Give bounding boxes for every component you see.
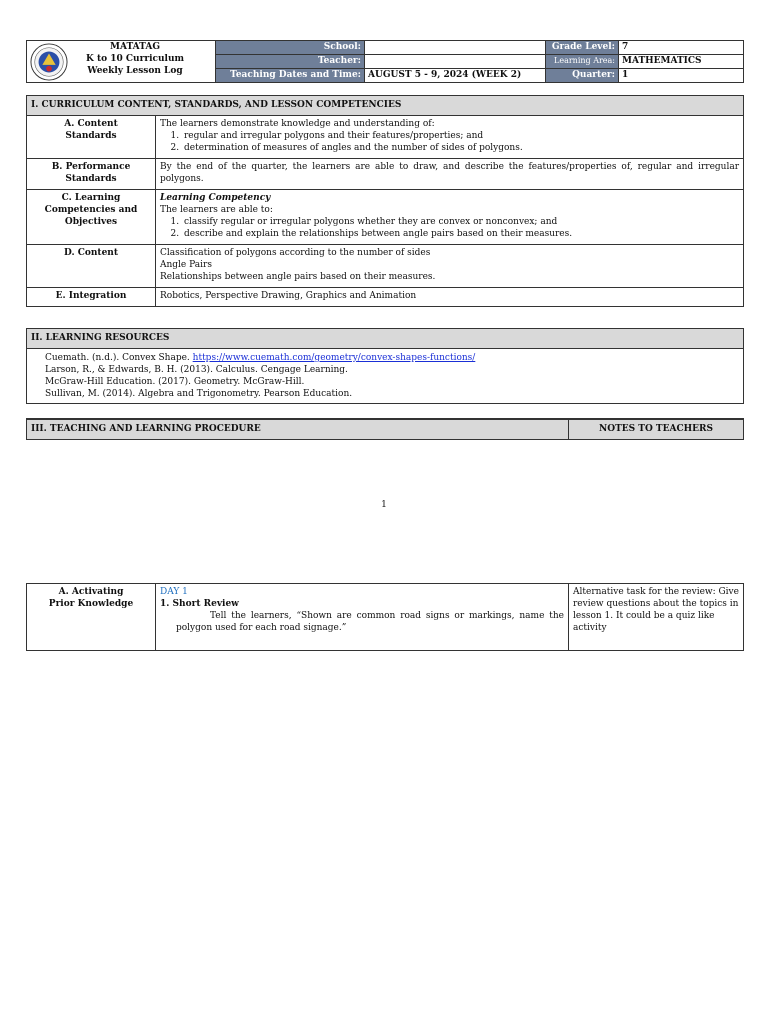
section-title-resources: II. LEARNING RESOURCES xyxy=(27,329,744,349)
list-item: 1. regular and irregular polygons and their features/properties; and xyxy=(182,130,739,142)
label-text: A. Activating Prior Knowledge xyxy=(48,587,134,609)
content-cell xyxy=(156,245,744,288)
integration-cell: Robotics, Perspective Drawing, Graphics and Animation xyxy=(156,288,744,307)
teacher-label: Teacher: xyxy=(216,55,365,69)
title-curriculum: K to 10 Curriculum xyxy=(85,54,185,64)
reference-text: Cuemath. (n.d.). Convex Shape. xyxy=(45,353,193,363)
performance-standards-cell: By the end of the quarter, the learners are able to draw, and describe the features/properties of, regular and irregular polygons. xyxy=(156,159,744,190)
teaching-dates-label: Teaching Dates and Time: xyxy=(216,69,365,83)
deped-seal-icon xyxy=(30,43,68,81)
teaching-dates-value[interactable]: AUGUST 5 - 9, 2024 (WEEK 2) xyxy=(365,69,546,83)
school-value[interactable] xyxy=(365,41,546,55)
learning-resources-section xyxy=(26,328,744,404)
teacher-value[interactable] xyxy=(365,55,546,69)
resources-cell xyxy=(27,349,744,404)
page-number: 1 xyxy=(381,500,387,510)
content-standards-cell xyxy=(156,116,744,159)
content-standards-intro: The learners demonstrate knowledge and understanding of: xyxy=(160,119,435,129)
row-label-learning-competencies xyxy=(27,190,156,245)
day-label: DAY 1 xyxy=(160,587,188,597)
content-line: Angle Pairs xyxy=(160,260,212,270)
activity-instruction: Tell the learners, “Shown are common road signs or markings, name the polygon used for each road signage.” xyxy=(176,611,564,633)
row-label-integration xyxy=(27,288,156,307)
list-item: 2. describe and explain the relationships between angle pairs based on their measures. xyxy=(182,228,739,240)
list-item: 1. classify regular or irregular polygons whether they are convex or nonconvex; and xyxy=(182,216,739,228)
content-line: Relationships between angle pairs based on their measures. xyxy=(160,272,436,282)
reference-item: McGraw-Hill Education. (2017). Geometry. McGraw-Hill. xyxy=(45,377,305,387)
logo-title-cell xyxy=(27,41,216,83)
label-text: C. Learning Competencies and Objectives xyxy=(44,193,138,227)
curriculum-section xyxy=(26,95,744,307)
list-item: 2. determination of measures of angles and the number of sides of polygons. xyxy=(182,142,739,154)
label-text: E. Integration xyxy=(55,291,127,301)
learning-competency-heading: Learning Competency xyxy=(160,193,271,203)
label-text: A. Content Standards xyxy=(64,119,118,141)
learning-area-value[interactable]: MATHEMATICS xyxy=(619,55,744,69)
procedure-header xyxy=(26,418,744,440)
label-text: D. Content xyxy=(63,248,119,258)
quarter-label: Quarter: xyxy=(546,69,619,83)
reference-item: Larson, R., & Edwards, B. H. (2013). Calculus. Cengage Learning. xyxy=(45,365,348,375)
grade-level-value[interactable]: 7 xyxy=(619,41,744,55)
section-title-curriculum: I. CURRICULUM CONTENT, STANDARDS, AND LESSON COMPETENCIES xyxy=(27,96,744,116)
learning-competencies-cell xyxy=(156,190,744,245)
label-text: B. Performance Standards xyxy=(51,162,131,184)
row-label-content-standards xyxy=(27,116,156,159)
content-line: Classification of polygons according to the number of sides xyxy=(160,248,431,258)
reference-item: Sullivan, M. (2014). Algebra and Trigonometry. Pearson Education. xyxy=(45,389,353,399)
title-matatag: MATATAG xyxy=(109,42,161,52)
quarter-value[interactable]: 1 xyxy=(619,69,744,83)
short-review-title: 1. Short Review xyxy=(160,599,239,609)
activity-cell xyxy=(156,584,569,651)
notes-to-teachers-header: NOTES TO TEACHERS xyxy=(569,419,744,440)
teacher-note-cell: Alternative task for the review: Give review questions about the topics in lesson 1. It could be a quiz like activity xyxy=(569,584,744,651)
grade-level-label: Grade Level: xyxy=(546,41,619,55)
title-lesson-log: Weekly Lesson Log xyxy=(87,66,183,76)
learning-competency-intro: The learners are able to: xyxy=(160,205,273,215)
section-title-procedure: III. TEACHING AND LEARNING PROCEDURE xyxy=(27,419,569,440)
learning-area-label: Learning Area: xyxy=(546,55,619,69)
row-label-activating-prior-knowledge xyxy=(27,584,156,651)
row-label-performance-standards xyxy=(27,159,156,190)
activity-table xyxy=(26,583,744,651)
row-label-content xyxy=(27,245,156,288)
reference-item xyxy=(45,352,725,364)
cuemath-link[interactable]: https://www.cuemath.com/geometry/convex-shapes-functions/ xyxy=(192,353,476,363)
header-table xyxy=(26,40,744,83)
school-label: School: xyxy=(216,41,365,55)
